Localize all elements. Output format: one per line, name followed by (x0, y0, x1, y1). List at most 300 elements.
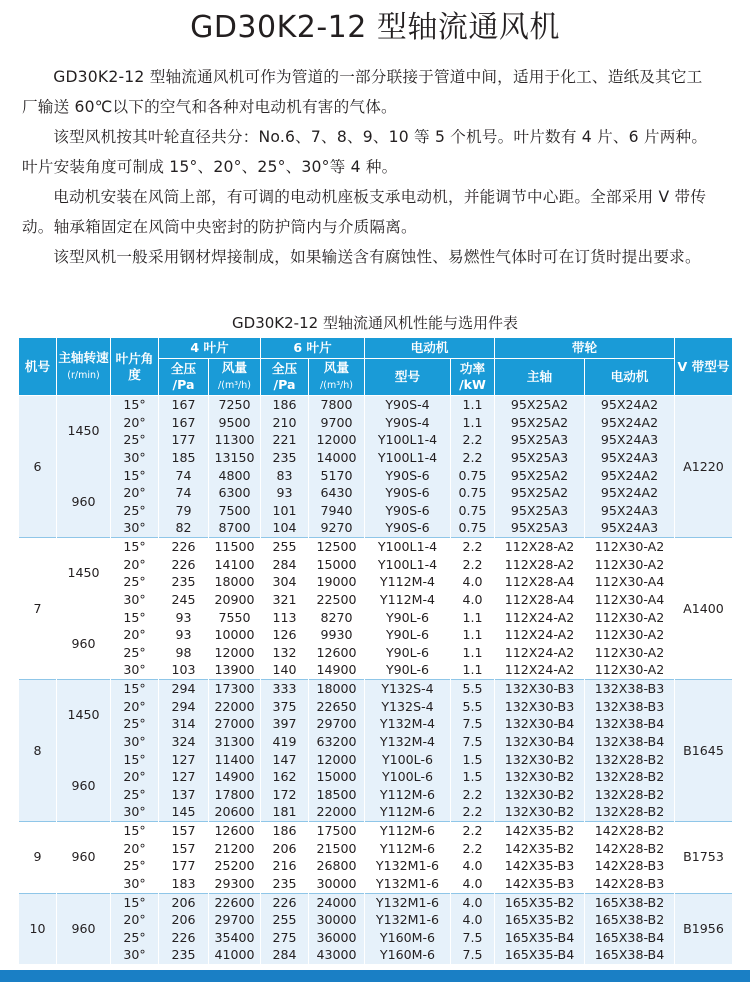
flow6-cell: 15000 (309, 556, 365, 574)
pressure4-cell: 157 (159, 840, 209, 858)
motor-power-cell: 0.75 (451, 502, 495, 520)
motor-model-cell: Y112M-6 (365, 822, 451, 840)
pulley-motor-cell: 95X24A3 (585, 431, 675, 449)
pressure6-cell: 284 (261, 946, 309, 964)
pressure6-cell: 172 (261, 786, 309, 804)
angle-cell: 15° (111, 396, 159, 414)
pulley-shaft-cell: 142X35-B3 (495, 857, 585, 875)
motor-model-cell: Y100L-6 (365, 768, 451, 786)
angle-cell: 25° (111, 502, 159, 520)
pressure4-cell: 245 (159, 591, 209, 609)
speed-cell: 960 (57, 609, 111, 680)
machine-number-cell: 8 (19, 680, 57, 822)
pressure6-cell: 206 (261, 840, 309, 858)
flow4-cell: 11500 (209, 538, 261, 556)
flow6-cell: 36000 (309, 929, 365, 947)
motor-model-cell: Y100L1-4 (365, 556, 451, 574)
pulley-motor-cell: 112X30-A2 (585, 538, 675, 556)
table-row (19, 414, 733, 432)
pulley-motor-cell: 132X38-B4 (585, 715, 675, 733)
header-pulley: 带轮 (495, 338, 675, 359)
pulley-motor-cell: 132X28-B2 (585, 768, 675, 786)
flow6-cell: 24000 (309, 893, 365, 911)
pressure4-cell: 294 (159, 680, 209, 698)
flow4-cell: 7550 (209, 609, 261, 627)
table-row (19, 768, 733, 786)
pulley-shaft-cell: 95X25A2 (495, 414, 585, 432)
intro-paragraph: GD30K2-12 型轴流通风机可作为管道的一部分联接于管道中间，适用于化工、造纸及其它工厂输送 60℃以下的空气和各种对电动机有害的气体。 (22, 68, 703, 116)
speed-cell: 1450 (57, 680, 111, 751)
intro-paragraph: 该型风机一般采用钢材焊接制成，如果输送含有腐蚀性、易燃性气体时可在订货时提出要求。 (53, 248, 701, 266)
pulley-motor-cell: 142X28-B3 (585, 857, 675, 875)
flow6-cell: 30000 (309, 875, 365, 893)
flow6-cell: 17500 (309, 822, 365, 840)
pressure4-cell: 74 (159, 484, 209, 502)
speed-cell: 960 (57, 751, 111, 822)
motor-model-cell: Y90L-6 (365, 626, 451, 644)
pressure4-cell: 145 (159, 803, 209, 821)
pulley-shaft-cell: 132X30-B3 (495, 698, 585, 716)
flow4-cell: 12000 (209, 644, 261, 662)
table-header (19, 338, 733, 396)
pulley-shaft-cell: 95X25A2 (495, 396, 585, 414)
pressure6-cell: 226 (261, 893, 309, 911)
header-pulley-shaft: 主轴 (495, 359, 585, 396)
table-row (19, 822, 733, 840)
flow4-cell: 11300 (209, 431, 261, 449)
flow4-cell: 29700 (209, 911, 261, 929)
table-row (19, 803, 733, 821)
header-flow-label: 风量 (221, 360, 248, 375)
pressure6-cell: 333 (261, 680, 309, 698)
pressure6-cell: 304 (261, 573, 309, 591)
flow4-cell: 14900 (209, 768, 261, 786)
table-row (19, 591, 733, 609)
pressure4-cell: 157 (159, 822, 209, 840)
header-pressure-4 (159, 359, 209, 396)
table-row (19, 857, 733, 875)
motor-power-cell: 4.0 (451, 911, 495, 929)
flow4-cell: 13900 (209, 661, 261, 679)
pressure4-cell: 74 (159, 467, 209, 485)
pressure6-cell: 255 (261, 911, 309, 929)
flow6-cell: 29700 (309, 715, 365, 733)
header-flow-unit: /(m³/h) (218, 380, 251, 391)
flow4-cell: 35400 (209, 929, 261, 947)
intro-paragraph: 电动机安装在风筒上部，有可调的电动机座板支承电动机，并能调节中心距。全部采用 V 带传动。轴承箱固定在风筒中央密封的防护筒内与介质隔离。 (22, 188, 707, 236)
table-row (19, 502, 733, 520)
motor-model-cell: Y112M-6 (365, 840, 451, 858)
pulley-motor-cell: 95X24A2 (585, 414, 675, 432)
pulley-motor-cell: 95X24A2 (585, 467, 675, 485)
angle-cell: 20° (111, 414, 159, 432)
pressure6-cell: 255 (261, 538, 309, 556)
pressure4-cell: 177 (159, 857, 209, 875)
pulley-shaft-cell: 112X24-A2 (495, 626, 585, 644)
pressure4-cell: 177 (159, 431, 209, 449)
table-row (19, 538, 733, 556)
pulley-shaft-cell: 112X24-A2 (495, 661, 585, 679)
angle-cell: 25° (111, 573, 159, 591)
pressure6-cell: 284 (261, 556, 309, 574)
pulley-motor-cell: 142X28-B3 (585, 875, 675, 893)
pressure4-cell: 235 (159, 946, 209, 964)
table-row (19, 519, 733, 537)
angle-cell: 30° (111, 946, 159, 964)
pulley-shaft-cell: 132X30-B4 (495, 715, 585, 733)
pulley-shaft-cell: 165X35-B4 (495, 929, 585, 947)
table-row (19, 751, 733, 769)
flow4-cell: 9500 (209, 414, 261, 432)
flow4-cell: 21200 (209, 840, 261, 858)
table-row (19, 467, 733, 485)
pressure4-cell: 206 (159, 893, 209, 911)
pulley-motor-cell: 95X24A2 (585, 396, 675, 414)
angle-cell: 30° (111, 803, 159, 821)
flow6-cell: 5170 (309, 467, 365, 485)
angle-cell: 15° (111, 751, 159, 769)
vbelt-cell: A1400 (675, 538, 733, 680)
angle-cell: 15° (111, 609, 159, 627)
pulley-shaft-cell: 165X35-B2 (495, 893, 585, 911)
angle-cell: 20° (111, 484, 159, 502)
motor-power-cell: 1.5 (451, 751, 495, 769)
pulley-motor-cell: 132X28-B2 (585, 803, 675, 821)
motor-model-cell: Y100L1-4 (365, 538, 451, 556)
angle-cell: 25° (111, 929, 159, 947)
angle-cell: 25° (111, 644, 159, 662)
motor-model-cell: Y132M1-6 (365, 857, 451, 875)
flow6-cell: 12000 (309, 751, 365, 769)
flow6-cell: 22500 (309, 591, 365, 609)
pressure6-cell: 140 (261, 661, 309, 679)
motor-power-cell: 1.1 (451, 414, 495, 432)
motor-power-cell: 1.1 (451, 609, 495, 627)
pulley-motor-cell: 112X30-A2 (585, 661, 675, 679)
flow6-cell: 21500 (309, 840, 365, 858)
pulley-motor-cell: 165X38-B2 (585, 893, 675, 911)
pressure4-cell: 235 (159, 573, 209, 591)
pressure6-cell: 147 (261, 751, 309, 769)
pulley-shaft-cell: 132X30-B4 (495, 733, 585, 751)
intro-paragraph: 该型风机按其叶轮直径共分：No.6、7、8、9、10 等 5 个机号。叶片数有 4 片、6 片两种。叶片安装角度可制成 15°、20°、25°、30°等 4 种。 (22, 128, 708, 176)
angle-cell: 30° (111, 591, 159, 609)
pressure6-cell: 101 (261, 502, 309, 520)
pressure4-cell: 103 (159, 661, 209, 679)
header-motor: 电动机 (365, 338, 495, 359)
machine-group (19, 396, 733, 538)
angle-cell: 20° (111, 698, 159, 716)
header-flow-unit: /(m³/h) (320, 380, 353, 391)
flow4-cell: 22000 (209, 698, 261, 716)
flow6-cell: 63200 (309, 733, 365, 751)
motor-model-cell: Y100L1-4 (365, 431, 451, 449)
pulley-motor-cell: 112X30-A2 (585, 609, 675, 627)
motor-model-cell: Y160M-6 (365, 946, 451, 964)
angle-cell: 25° (111, 857, 159, 875)
motor-power-cell: 7.5 (451, 733, 495, 751)
header-flow-4 (209, 359, 261, 396)
motor-model-cell: Y90L-6 (365, 661, 451, 679)
table-row (19, 396, 733, 414)
pulley-shaft-cell: 132X30-B2 (495, 803, 585, 821)
pressure4-cell: 206 (159, 911, 209, 929)
pressure4-cell: 294 (159, 698, 209, 716)
pulley-shaft-cell: 95X25A3 (495, 502, 585, 520)
angle-cell: 20° (111, 556, 159, 574)
header-blade4: 4 叶片 (159, 338, 261, 359)
flow6-cell: 12600 (309, 644, 365, 662)
pressure6-cell: 275 (261, 929, 309, 947)
header-speed-label: 主轴转速 (58, 349, 109, 365)
flow6-cell: 30000 (309, 911, 365, 929)
pulley-shaft-cell: 112X28-A4 (495, 573, 585, 591)
angle-cell: 15° (111, 822, 159, 840)
flow4-cell: 20600 (209, 803, 261, 821)
pressure6-cell: 181 (261, 803, 309, 821)
header-angle: 叶片角度 (111, 338, 159, 396)
machine-group (19, 680, 733, 822)
header-machine: 机号 (19, 338, 57, 396)
flow4-cell: 20900 (209, 591, 261, 609)
motor-model-cell: Y112M-4 (365, 573, 451, 591)
speed-cell: 1450 (57, 396, 111, 467)
pulley-motor-cell: 132X38-B3 (585, 698, 675, 716)
table-row (19, 893, 733, 911)
motor-power-cell: 2.2 (451, 840, 495, 858)
pressure4-cell: 137 (159, 786, 209, 804)
flow4-cell: 6300 (209, 484, 261, 502)
pulley-shaft-cell: 112X24-A2 (495, 609, 585, 627)
pulley-shaft-cell: 95X25A3 (495, 431, 585, 449)
table-row (19, 556, 733, 574)
table-row (19, 573, 733, 591)
machine-group (19, 822, 733, 894)
motor-model-cell: Y132M-4 (365, 733, 451, 751)
angle-cell: 15° (111, 467, 159, 485)
vbelt-cell: A1220 (675, 396, 733, 538)
angle-cell: 30° (111, 519, 159, 537)
pressure4-cell: 226 (159, 929, 209, 947)
flow6-cell: 12500 (309, 538, 365, 556)
flow4-cell: 31300 (209, 733, 261, 751)
pressure6-cell: 419 (261, 733, 309, 751)
pulley-shaft-cell: 132X30-B2 (495, 751, 585, 769)
table-row (19, 680, 733, 698)
pressure6-cell: 162 (261, 768, 309, 786)
bottom-bar (0, 970, 750, 982)
motor-model-cell: Y90S-4 (365, 396, 451, 414)
motor-model-cell: Y112M-6 (365, 803, 451, 821)
flow6-cell: 9270 (309, 519, 365, 537)
motor-model-cell: Y132M-4 (365, 715, 451, 733)
motor-power-cell: 0.75 (451, 519, 495, 537)
pulley-shaft-cell: 132X30-B3 (495, 680, 585, 698)
motor-power-cell: 4.0 (451, 573, 495, 591)
pulley-motor-cell: 95X24A3 (585, 519, 675, 537)
pressure4-cell: 185 (159, 449, 209, 467)
pulley-motor-cell: 95X24A3 (585, 502, 675, 520)
pulley-shaft-cell: 95X25A3 (495, 519, 585, 537)
flow6-cell: 22650 (309, 698, 365, 716)
angle-cell: 15° (111, 680, 159, 698)
header-pressure-unit: /Pa (172, 377, 195, 392)
motor-model-cell: Y132S-4 (365, 680, 451, 698)
flow6-cell: 26800 (309, 857, 365, 875)
header-pressure-label: 全压 (170, 361, 197, 376)
flow4-cell: 41000 (209, 946, 261, 964)
speed-cell: 1450 (57, 538, 111, 609)
angle-cell: 25° (111, 431, 159, 449)
table-row (19, 946, 733, 964)
motor-model-cell: Y132S-4 (365, 698, 451, 716)
pulley-shaft-cell: 95X25A2 (495, 467, 585, 485)
table-row (19, 911, 733, 929)
pulley-motor-cell: 142X28-B2 (585, 822, 675, 840)
flow4-cell: 12600 (209, 822, 261, 840)
flow6-cell: 43000 (309, 946, 365, 964)
flow4-cell: 27000 (209, 715, 261, 733)
motor-power-cell: 5.5 (451, 680, 495, 698)
pressure6-cell: 132 (261, 644, 309, 662)
pressure6-cell: 93 (261, 484, 309, 502)
flow4-cell: 7250 (209, 396, 261, 414)
motor-model-cell: Y160M-6 (365, 929, 451, 947)
pulley-shaft-cell: 165X35-B2 (495, 911, 585, 929)
angle-cell: 15° (111, 538, 159, 556)
motor-power-cell: 2.2 (451, 786, 495, 804)
flow4-cell: 22600 (209, 893, 261, 911)
machine-number-cell: 10 (19, 893, 57, 964)
angle-cell: 20° (111, 768, 159, 786)
page-title: GD30K2-12 型轴流通风机 (190, 10, 560, 45)
motor-power-cell: 2.2 (451, 449, 495, 467)
pulley-motor-cell: 165X38-B4 (585, 929, 675, 947)
motor-model-cell: Y112M-6 (365, 786, 451, 804)
motor-power-cell: 4.0 (451, 875, 495, 893)
pressure4-cell: 93 (159, 609, 209, 627)
pressure4-cell: 82 (159, 519, 209, 537)
header-pulley-motor: 电动机 (585, 359, 675, 396)
motor-model-cell: Y90L-6 (365, 644, 451, 662)
pressure6-cell: 83 (261, 467, 309, 485)
table-row (19, 698, 733, 716)
header-pressure-unit: /Pa (273, 377, 296, 392)
motor-power-cell: 4.0 (451, 591, 495, 609)
motor-power-cell: 1.5 (451, 768, 495, 786)
flow4-cell: 29300 (209, 875, 261, 893)
pulley-motor-cell: 132X28-B2 (585, 751, 675, 769)
motor-model-cell: Y132M1-6 (365, 893, 451, 911)
pulley-motor-cell: 132X38-B4 (585, 733, 675, 751)
pressure6-cell: 210 (261, 414, 309, 432)
pressure6-cell: 126 (261, 626, 309, 644)
flow6-cell: 9930 (309, 626, 365, 644)
pulley-shaft-cell: 112X24-A2 (495, 644, 585, 662)
motor-power-cell: 2.2 (451, 803, 495, 821)
motor-model-cell: Y90L-6 (365, 609, 451, 627)
motor-model-cell: Y90S-6 (365, 484, 451, 502)
table-row (19, 626, 733, 644)
pulley-shaft-cell: 112X28-A4 (495, 591, 585, 609)
header-vbelt: V 带型号 (675, 338, 733, 396)
pressure4-cell: 127 (159, 768, 209, 786)
motor-model-cell: Y100L1-4 (365, 449, 451, 467)
pulley-motor-cell: 132X38-B3 (585, 680, 675, 698)
performance-table (18, 337, 733, 964)
flow4-cell: 13150 (209, 449, 261, 467)
header-blade6: 6 叶片 (261, 338, 365, 359)
table-row (19, 661, 733, 679)
angle-cell: 15° (111, 893, 159, 911)
flow6-cell: 22000 (309, 803, 365, 821)
flow4-cell: 14100 (209, 556, 261, 574)
motor-power-cell: 4.0 (451, 857, 495, 875)
angle-cell: 20° (111, 911, 159, 929)
motor-power-cell: 2.2 (451, 431, 495, 449)
table-row (19, 449, 733, 467)
header-pressure-label: 全压 (271, 361, 298, 376)
flow4-cell: 18000 (209, 573, 261, 591)
vbelt-cell: B1753 (675, 822, 733, 894)
motor-model-cell: Y90S-6 (365, 519, 451, 537)
pressure4-cell: 314 (159, 715, 209, 733)
flow6-cell: 8270 (309, 609, 365, 627)
motor-power-cell: 2.2 (451, 538, 495, 556)
pressure6-cell: 216 (261, 857, 309, 875)
flow6-cell: 9700 (309, 414, 365, 432)
motor-power-cell: 2.2 (451, 556, 495, 574)
table-row (19, 733, 733, 751)
pulley-motor-cell: 112X30-A2 (585, 626, 675, 644)
pulley-shaft-cell: 132X30-B2 (495, 768, 585, 786)
pulley-motor-cell: 142X28-B2 (585, 840, 675, 858)
flow6-cell: 18500 (309, 786, 365, 804)
motor-power-cell: 5.5 (451, 698, 495, 716)
flow6-cell: 7800 (309, 396, 365, 414)
pressure6-cell: 186 (261, 396, 309, 414)
pressure6-cell: 104 (261, 519, 309, 537)
flow6-cell: 6430 (309, 484, 365, 502)
machine-number-cell: 6 (19, 396, 57, 538)
angle-cell: 30° (111, 733, 159, 751)
vbelt-cell: B1645 (675, 680, 733, 822)
pulley-motor-cell: 165X38-B4 (585, 946, 675, 964)
pulley-shaft-cell: 132X30-B2 (495, 786, 585, 804)
intro-text (22, 62, 712, 272)
pressure6-cell: 221 (261, 431, 309, 449)
motor-power-cell: 0.75 (451, 467, 495, 485)
motor-model-cell: Y90S-6 (365, 467, 451, 485)
motor-power-cell: 7.5 (451, 946, 495, 964)
machine-group (19, 893, 733, 964)
motor-power-cell: 7.5 (451, 715, 495, 733)
flow4-cell: 8700 (209, 519, 261, 537)
header-flow-label: 风量 (323, 360, 350, 375)
header-power-unit: /kW (459, 377, 486, 392)
motor-power-cell: 1.1 (451, 644, 495, 662)
machine-group (19, 538, 733, 680)
flow4-cell: 4800 (209, 467, 261, 485)
flow4-cell: 17800 (209, 786, 261, 804)
flow6-cell: 18000 (309, 680, 365, 698)
motor-power-cell: 1.1 (451, 626, 495, 644)
header-speed-unit: (r/min) (67, 369, 100, 381)
pulley-motor-cell: 132X28-B2 (585, 786, 675, 804)
flow4-cell: 10000 (209, 626, 261, 644)
flow4-cell: 7500 (209, 502, 261, 520)
motor-power-cell: 7.5 (451, 929, 495, 947)
